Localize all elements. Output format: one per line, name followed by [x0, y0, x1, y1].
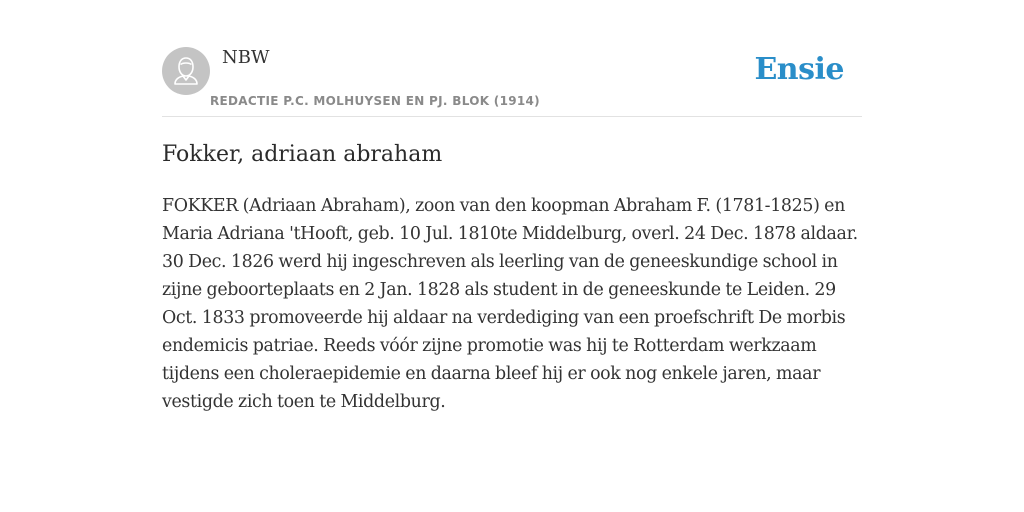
article-card — [162, 0, 862, 512]
brand-logo[interactable]: Ensie — [754, 52, 844, 87]
source-name[interactable]: NBW — [222, 47, 270, 68]
source-subtitle: REDACTIE P.C. MOLHUYSEN EN PJ. BLOK (1914) — [210, 94, 540, 108]
article-body: FOKKER (Adriaan Abraham), zoon van den koopman Abraham F. (1781-1825) en Maria Adriana 'tHooft, geb. 10 Jul. 1810te Middelburg, overl. 24 Dec. 1878 aldaar. 30 Dec. 1826 werd hij ingeschreven als leerling van de geneeskundige school in zijne geboorteplaats en 2 Jan. 1828 als student in de geneeskunde te Leiden. 29 Oct. 1833 promoveerde hij aldaar na verdediging van een proefschrift De morbis endemicis patriae. Reeds vóór zijne promotie was hij te Rotterdam werkzaam tijdens een choleraepidemie en daarna bleef hij er ook nog enkele jaren, maar vestigde zich toen te Middelburg. — [162, 196, 858, 412]
source-header — [162, 0, 862, 117]
source-avatar[interactable] — [162, 47, 210, 95]
user-icon — [162, 47, 210, 95]
article-title: Fokker, adriaan abraham — [162, 142, 443, 167]
